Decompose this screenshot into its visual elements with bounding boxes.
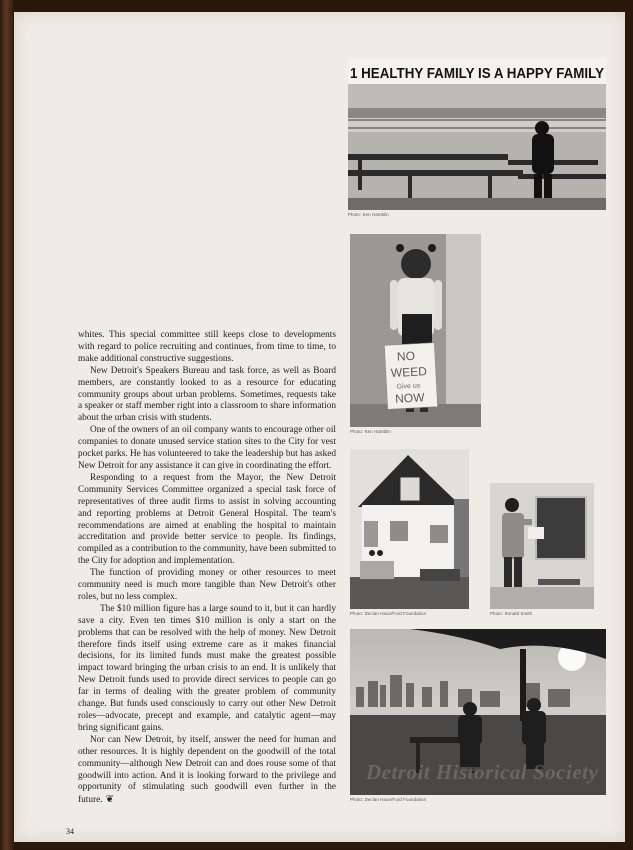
sign-word: NO [396, 348, 416, 364]
photo-banner-bench-image [348, 58, 606, 210]
body-paragraph-text: Nor can New Detroit, by itself, answer the need for human and other resources. It is highly dependent on the goodwill of the total community—although New Detroit can and does rouse some of that goodwill into action. And it is looking forward to the privilege and opportunity of stimulating such goodwill even further in the future. [78, 734, 336, 806]
sign-word: NOW [394, 390, 425, 406]
photo-credit: Photo: Ken Hamblin [350, 429, 391, 434]
sign-word: WEED [390, 364, 428, 381]
photo-house [350, 449, 469, 609]
photo-classroom [490, 483, 594, 609]
photo-house-image [350, 449, 469, 609]
body-paragraph: The function of providing money or other resources to meet community need is much more tangible than New Detroit's other roles, but no less complex. [78, 568, 336, 602]
body-paragraph: New Detroit's Speakers Bureau and task force, as well as Board members, are constantly looked to as a resource for educating community groups about urban problems. Sometimes, requests take a speaker or staff member right into a classroom to share information about the urban crisis with students. [78, 365, 336, 424]
body-paragraph-last [78, 735, 336, 807]
photo-girl-with-sign [350, 234, 481, 427]
photo-classroom-image [490, 483, 594, 609]
sign-word: Give us [396, 382, 421, 391]
body-paragraph: whites. This special committee still keeps close to developments with regard to police recruiting and continues, from time to time, to make additional constructive suggestions. [78, 330, 336, 364]
photo-girl-image [350, 234, 481, 427]
body-paragraph: The $10 million figure has a large sound to it, but it can hardly save a city. Even ten times $10 million is only a start on the problems that can be resolved with the help of money. New Detroit therefore finds itself using extreme care as it makes financial decisions, for its limited funds must make the greatest possible impact toward bringing the urban crisis to an end. It is unlikely that New Detroit funds used to provide direct services to people can go far in terms of dealing with the greater problem of community change. But funds used consciously to carry out other New Detroit roles—advocate, precept and example, and catalytic agent—may bring significant gains. [78, 603, 336, 733]
photo-credit: Photo: Declan Haun/Ford Foundation [350, 611, 427, 616]
photo-banner-bench [348, 58, 606, 210]
watermark: Detroit Historical Society [366, 760, 599, 784]
page-number: 34 [66, 827, 74, 836]
banner-text: 1 HEALTHY FAMILY IS A HAPPY FAMILY [350, 65, 604, 82]
body-paragraph: Responding to a request from the Mayor, the New Detroit Community Services Committee organized a special task force of representatives of three audit firms to assist in solving accounting and reporting problems at Detroit General Hospital. The team's recommendations are aimed at enabling the hospital to maintain accreditation and provide better service to people. Its findings, compiled as a contribution to the community, have been submitted to the City for adoption and implementation. [78, 472, 336, 567]
photo-credit: Photo: Ken Hamblin [348, 212, 389, 217]
photo-credit: Photo: Declan Haun/Ford Foundation [350, 797, 427, 802]
photo-credit: Photo: Ronald Smith [490, 611, 533, 616]
body-text-column [78, 330, 336, 807]
end-of-article-icon: ❦ [105, 794, 114, 806]
document-page [14, 12, 625, 842]
body-paragraph: One of the owners of an oil company wants to encourage other oil companies to donate unused service station sites to the City for vest pocket parks. He has volunteered to take the leadership but has asked New Detroit for any assistance it can give in coordinating the effort. [78, 425, 336, 471]
